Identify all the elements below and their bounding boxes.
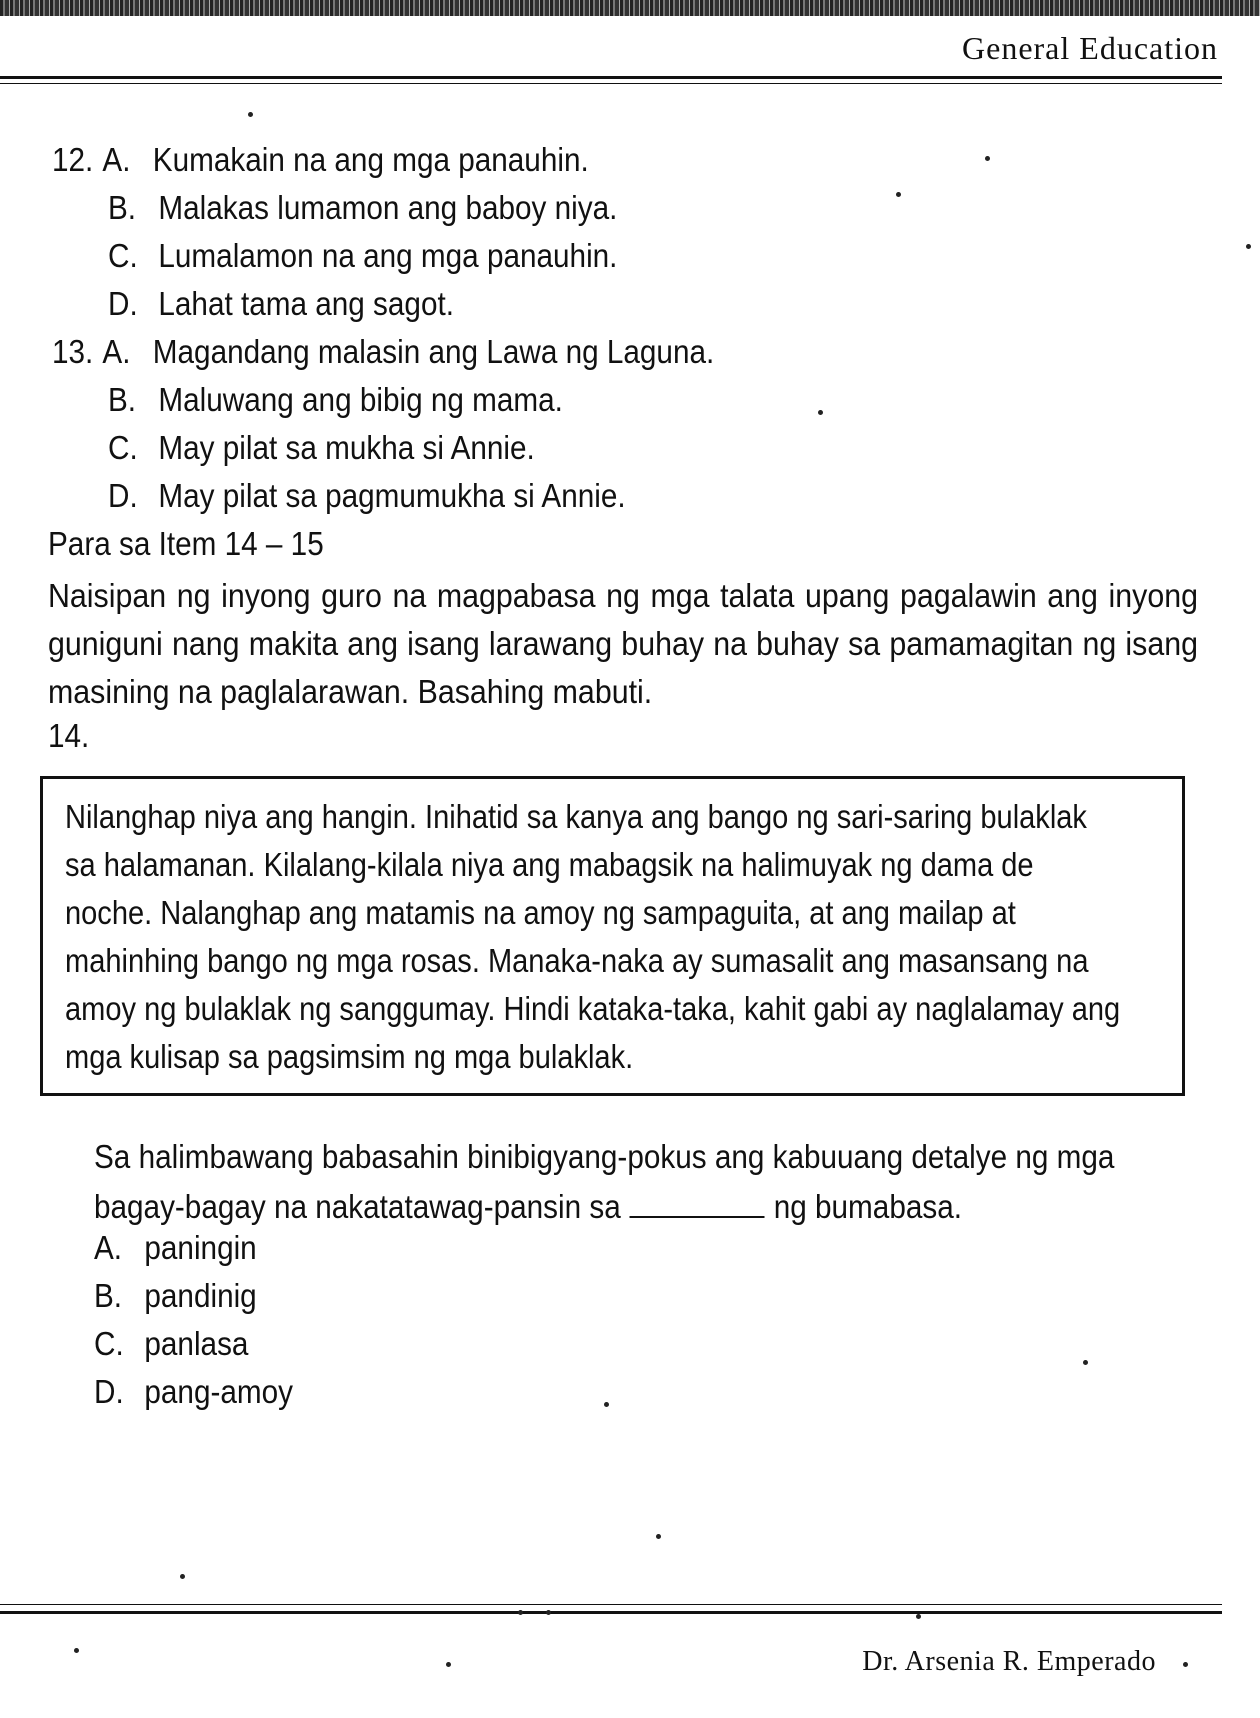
- option-text: May pilat sa mukha si Annie.: [158, 429, 535, 466]
- option-text: Lumalamon na ang mga panauhin.: [158, 237, 618, 274]
- option-text: paningin: [144, 1229, 257, 1266]
- q12-option-c: [108, 236, 617, 276]
- scan-speck: [916, 1614, 921, 1619]
- option-letter: B.: [94, 1277, 123, 1314]
- option-letter: C.: [108, 429, 138, 466]
- q14-option-a: [94, 1228, 257, 1268]
- option-text: panlasa: [144, 1325, 249, 1362]
- q13-option-a: [52, 332, 714, 372]
- option-letter: A.: [102, 141, 131, 178]
- scan-speck: [180, 1574, 185, 1579]
- option-letter: B.: [108, 381, 137, 418]
- scan-edge: [0, 0, 1260, 16]
- answer-blank: [630, 1188, 765, 1218]
- scan-speck: [248, 112, 253, 117]
- option-text: Lahat tama ang sagot.: [158, 285, 454, 322]
- q14-number: 14.: [48, 717, 90, 754]
- option-letter: D.: [108, 285, 138, 322]
- q14-option-c: [94, 1324, 248, 1364]
- scan-speck: [604, 1402, 609, 1407]
- option-letter: A.: [94, 1229, 123, 1266]
- q12-option-a: [52, 140, 589, 180]
- option-letter: B.: [108, 189, 137, 226]
- scan-speck: [74, 1648, 79, 1653]
- option-letter: C.: [94, 1325, 124, 1362]
- header-rule-thin: [0, 83, 1222, 84]
- scan-speck: [656, 1534, 661, 1539]
- q14-option-b: [94, 1276, 257, 1316]
- scan-speck: [446, 1662, 451, 1667]
- q12-number: 12.: [52, 141, 94, 178]
- footer-rule: [0, 1611, 1222, 1614]
- q13-option-b: [108, 380, 563, 420]
- option-text: pang-amoy: [144, 1373, 293, 1410]
- option-text: Kumakain na ang mga panauhin.: [152, 141, 589, 178]
- section-heading: Para sa Item 14 – 15: [48, 525, 324, 562]
- option-letter: D.: [94, 1373, 124, 1410]
- passage-box: [40, 776, 1185, 1096]
- stem-text-end: ng bumabasa.: [773, 1188, 962, 1225]
- scan-speck: [985, 156, 990, 161]
- header-rule: [0, 76, 1222, 79]
- scan-speck: [896, 192, 901, 197]
- scan-speck: [1083, 1360, 1088, 1365]
- option-text: May pilat sa pagmumukha si Annie.: [158, 477, 626, 514]
- footer-author: Dr. Arsenia R. Emperado: [862, 1646, 1156, 1677]
- q14-option-d: [94, 1372, 293, 1412]
- option-text: Malakas lumamon ang baboy niya.: [158, 189, 618, 226]
- q13-option-d: [108, 476, 626, 516]
- q13-number: 13.: [52, 333, 94, 370]
- section-instructions: Naisipan ng inyong guro na magpabasa ng mga talata upang pagalawin ang inyong guniguni nang makita ang isang larawang buhay na buhay sa pamamagitan ng isang masining na paglalarawan. Basahing mabuti.: [48, 577, 1198, 710]
- option-letter: A.: [102, 333, 131, 370]
- option-letter: D.: [108, 477, 138, 514]
- scan-speck: [1183, 1662, 1188, 1667]
- stem-text: Sa halimbawang babasahin binibigyang-pokus ang kabuuang detalye ng mga bagay-bagay na nakatatawag-pansin sa: [94, 1138, 1115, 1225]
- page-header-title: General Education: [962, 30, 1218, 66]
- q12-option-d: [108, 284, 454, 324]
- q13-option-c: [108, 428, 535, 468]
- option-text: Maluwang ang bibig ng mama.: [158, 381, 563, 418]
- scan-speck: [546, 1610, 551, 1615]
- option-letter: C.: [108, 237, 138, 274]
- scan-speck: [818, 410, 823, 415]
- footer-rule-thin: [0, 1604, 1222, 1605]
- passage-text: Nilanghap niya ang hangin. Inihatid sa kanya ang bango ng sari-saring bulaklak sa halamanan. Kilalang-kilala niya ang mabagsik na halimuyak ng dama de noche. Nalanghap ang matamis na amoy ng sampaguita, at ang mailap at mahinhing bango ng mga rosas. Manaka-naka ay sumasalit ang masansang na amoy ng bulaklak ng sanggumay. Hindi kataka-taka, kahit gabi ay naglalamay ang mga kulisap sa pagsimsim ng mga bulaklak.: [65, 798, 1121, 1075]
- q12-option-b: [108, 188, 617, 228]
- scan-speck: [1246, 244, 1251, 249]
- option-text: pandinig: [144, 1277, 257, 1314]
- scan-speck: [518, 1610, 523, 1615]
- q14-stem: [94, 1132, 1174, 1232]
- option-text: Magandang malasin ang Lawa ng Laguna.: [152, 333, 715, 370]
